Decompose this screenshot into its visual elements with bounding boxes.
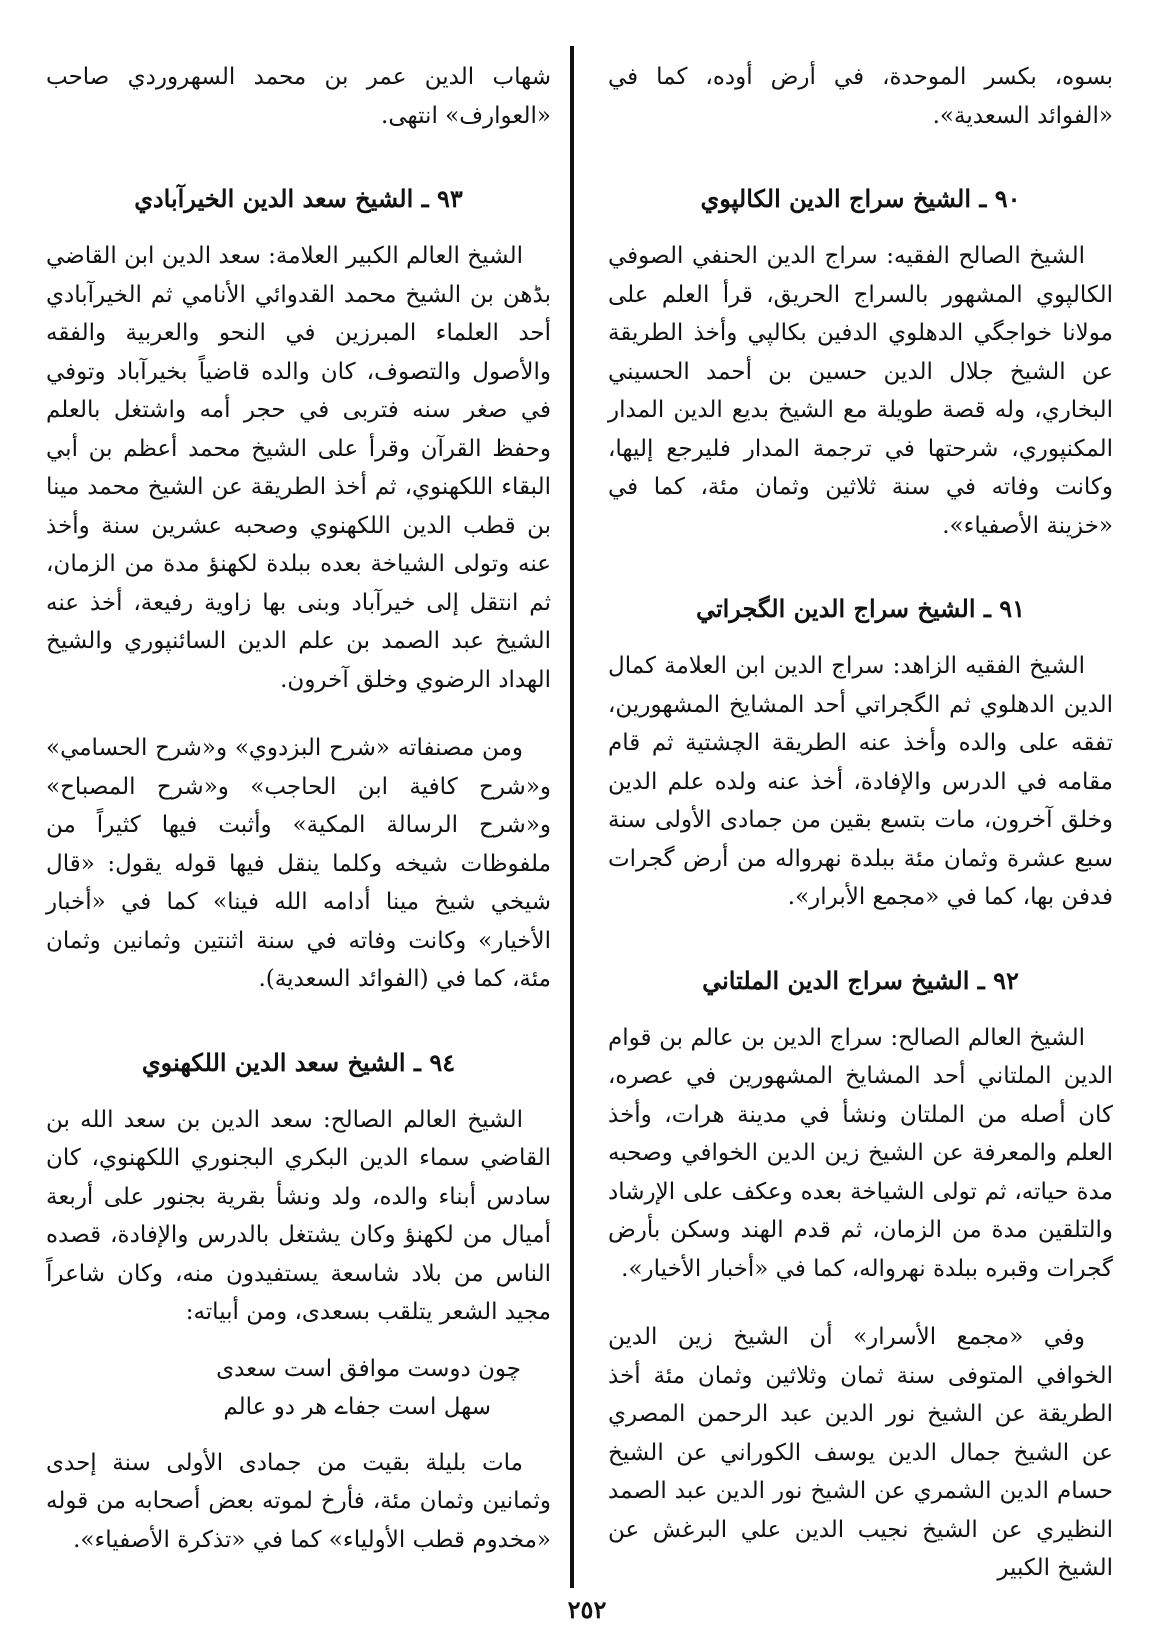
left-intro-text: شهاب الدين عمر بن محمد السهروردي صاحب «العوارف» انتهى. <box>46 64 551 129</box>
entry-90-paragraph: الشيخ الصالح الفقيه: سراج الدين الحنفي الصوفي الكالپوي المشهور بالسراج الحريق، قرأ العلم على مولانا خواجگي الدهلوي الدفين بكالپي وأخذ الطريقة عن الشيخ جلال الدين حسين بن أحمد الحسيني البخاري، وله قصة طويلة مع الشيخ بديع الدين المدار المكنپوري، شرحتها في ترجمة المدار فليرجع إليها، وكانت وفاته في سنة ثلاثين وثمان مئة، كما في «خزينة الأصفياء». <box>608 243 1113 539</box>
page-number: ٢٥٢ <box>567 1595 607 1624</box>
left-column <box>46 58 551 1559</box>
entry-92-paragraph-2: وفي «مجمع الأسرار» أن الشيخ زين الدين الخوافي المتوفى سنة ثمان وثلاثين وثمان مئة أخذ الطريقة عن الشيخ نور الدين عبد الرحمن المصري عن الشيخ جمال الدين يوسف الكوراني عن الشيخ حسام الدين الشمري عن الشيخ نور الدين عبد الصمد النظيري عن الشيخ نجيب الدين علي البرغش عن الشيخ الكبير <box>608 1324 1113 1581</box>
entry-92-heading: ٩٢ ـ الشيخ سراج الدين الملتاني <box>702 965 1019 995</box>
right-column <box>608 58 1113 1588</box>
right-intro-text: بسوه، بكسر الموحدة، في أرض أوده، كما في «الفوائد السعدية». <box>608 64 1113 129</box>
verse-line-1: چون دوست موافق است سعدى <box>216 1355 521 1382</box>
entry-90-heading: ٩٠ ـ الشيخ سراج الدين الكالپوي <box>700 184 1021 213</box>
entry-92-paragraph-1: الشيخ العالم الصالح: سراج الدين بن عالم بن قوام الدين الملتاني أحد المشايخ المشهورين في عصره، كان أصله من الملتان ونشأ في مدينة هرات، وأخذ العلم والمعرفة عن الشيخ زين الدين الخوافي وصحبه مدة حياته، ثم تولى الشياخة بعده وعكف على الإرشاد والتلقين مدة من الزمان، ثم قدم الهند وسكن بأرض گجرات وقبره ببلدة نهرواله، كما في «أخبار الأخيار». <box>608 1024 1113 1282</box>
entry-91-heading: ٩١ ـ الشيخ سراج الدين الگجراتي <box>695 594 1026 623</box>
column-divider <box>570 46 574 1588</box>
entry-93-heading: ٩٣ ـ الشيخ سعد الدين الخيرآبادي <box>134 184 463 213</box>
entry-94-paragraph-1: الشيخ العالم الصالح: سعد الدين بن سعد الله بن القاضي سماء الدين البكري البجنوري اللكهنوي، كان سادس أبناء والده، ولد ونشأ بقرية بجنور على أربعة أميال من لكهنؤ وكان يشتغل بالدرس والإفادة، قصده الناس من بلاد شاسعة يستفيدون منه، وكان شاعراً مجيد الشعر يتلقب بسعدى، ومن أبياته: <box>46 1106 551 1325</box>
entry-93-paragraph-1: الشيخ العالم الكبير العلامة: سعد الدين ابن القاضي بڈهن بن الشيخ محمد القدوائي الأنامي ثم الخيرآبادي أحد العلماء المبرزين في النحو والعربية والفقه والأصول والتصوف، كان والده قاضياً بخيرآباد وتوفي في صغر سنه فتربى في حجر أمه واشتغل بالعلم وحفظ القرآن وقرأ على الشيخ محمد أعظم بن أبي البقاء اللكهنوي، ثم أخذ الطريقة عن الشيخ محمد مينا بن قطب الدين اللكهنوي وصحبه عشرين سنة وأخذ عنه وتولى الشياخة بعده ببلدة لكهنؤ مدة من الزمان، ثم انتقل إلى خيرآباد وبنى بها زاوية رفيعة، أخذ عنه الشيخ عبد الصمد بن علم الدين السائنپوري والشيخ الهداد الرضوي وخلق آخرون. <box>46 243 551 693</box>
entry-93-paragraph-2: ومن مصنفاته «شرح البزدوي» و«شرح الحسامي» و«شرح كافية ابن الحاجب» و«شرح المصباح» و«شرح الرسالة المكية» وأثبت فيها كثيراً من ملفوظات شيخه وكلما ينقل فيها قوله يقول: «قال شيخي شيخ مينا أدامه الله فينا» كما في «أخبار الأخيار» وكانت وفاته في سنة اثنتين وثمانين وثمان مئة، كما في (الفوائد السعدية). <box>46 735 551 992</box>
entry-94-paragraph-2: مات بليلة بقيت من جمادى الأولى سنة إحدى وثمانين وثمان مئة، فأرخ لموته بعض أصحابه من قوله «مخدوم قطب الأولياء» كما في «تذكرة الأصفياء». <box>46 1449 551 1553</box>
verse-line-2: سهل است جفاے هر دو عالم <box>223 1393 491 1420</box>
entry-91-paragraph: الشيخ الفقيه الزاهد: سراج الدين ابن العلامة كمال الدين الدهلوي ثم الگجراتي أحد المشايخ المشهورين، تفقه على والده وأخذ عنه الطريقة الچشتية ثم قام مقامه في الدرس والإفادة، أخذ عنه ولده علم الدين وخلق آخرون، مات بتسع بقين من جمادى الأولى سنة سبع عشرة وثمان مئة ببلدة نهرواله من أرض گجرات فدفن بها، كما في «مجمع الأبرار». <box>608 653 1113 910</box>
entry-94-heading: ٩٤ ـ الشيخ سعد الدين اللكهنوي <box>141 1047 456 1077</box>
